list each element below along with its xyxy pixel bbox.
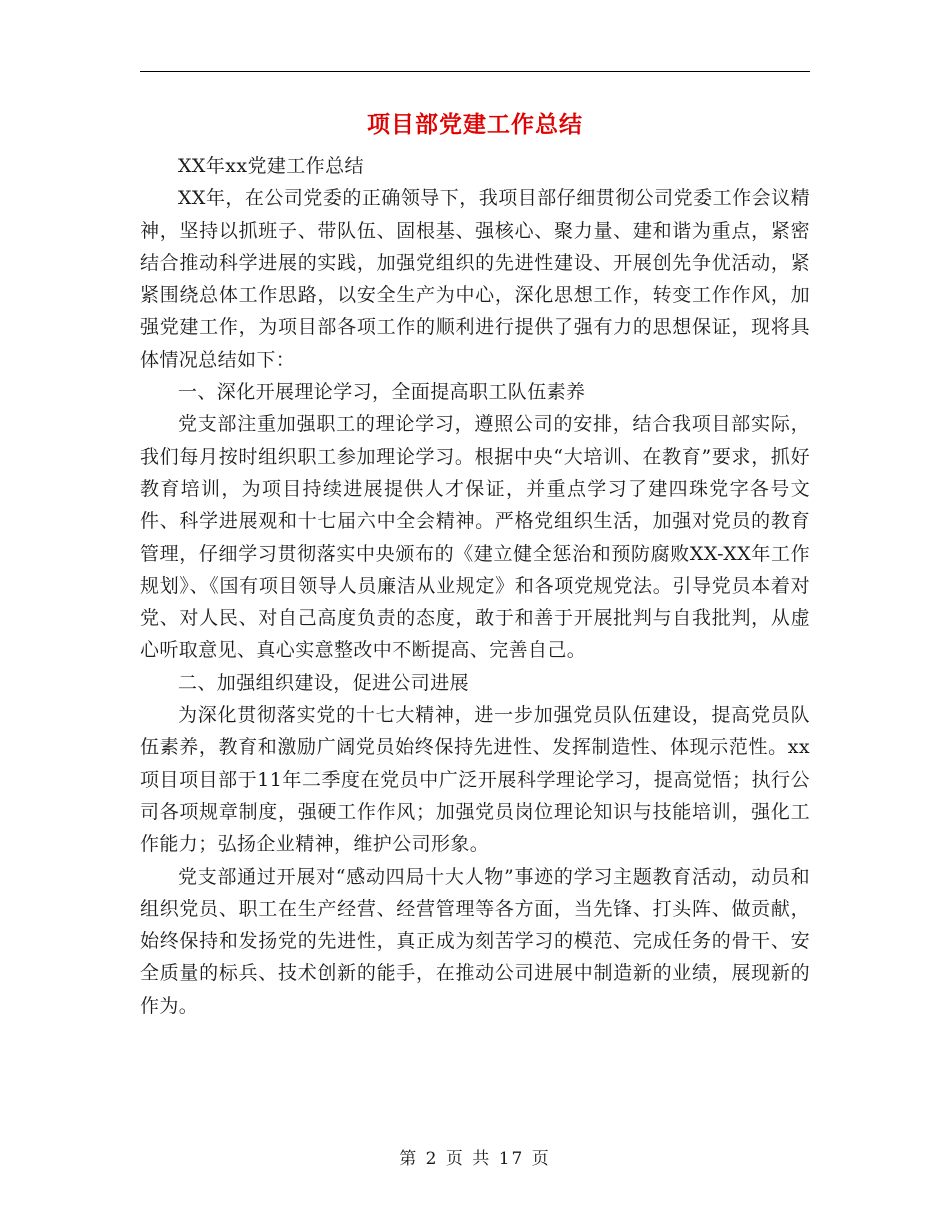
document-body (140, 150, 810, 1022)
section-heading-1: 一、深化开展理论学习，全面提高职工队伍素养 (178, 381, 586, 404)
page-number: 第 2 页 共 17 页 (399, 1149, 551, 1169)
section-heading-2: 二、加强组织建设，促进公司进展 (178, 671, 470, 694)
document-title: 项目部党建工作总结 (367, 112, 583, 138)
paragraph-section-2a: 为深化贯彻落实党的十七大精神，进一步加强党员队伍建设，提高党员队伍素养，教育和激励广阔党员始终保持先进性、发挥制造性、体现示范性。xx项目项目部于11年二季度在党员中广泛开展科学理论学习，提高觉悟；执行公司各项规章制度，强硬工作作风；加强党员岗位理论知识与技能培训，强化工作能力；弘扬企业精神，维护公司形象。 (140, 704, 810, 856)
paragraph-section-1: 党支部注重加强职工的理论学习，遵照公司的安排，结合我项目部实际，我们每月按时组织职工参加理论学习。根据中央“大培训、在教育”要求，抓好教育培训，为项目持续进展提供人才保证，并重点学习了建四珠党字各号文件、科学进展观和十七届六中全会精神。严格党组织生活，加强对党员的教育管理，仔细学习贯彻落实中央颁布的《建立健全惩治和预防腐败XX-XX年工作规划》、《国有项目领导人员廉洁从业规定》和各项党规党法。引导党员本着对党、对人民、对自己高度负责的态度，敢于和善于开展批判与自我批判，从虚心听取意见、真心实意整改中不断提高、完善自己。 (140, 413, 810, 662)
paragraph-section-2b: 党支部通过开展对“感动四局十大人物”事迹的学习主题教育活动，动员和组织党员、职工在生产经营、经营管理等各方面，当先锋、打头阵、做贡献，始终保持和发扬党的先进性，真正成为刻苦学习的模范、完成任务的骨干、安全质量的标兵、技术创新的能手，在推动公司进展中制造新的业绩，展现新的作为。 (140, 865, 810, 1017)
header-rule (140, 71, 810, 72)
paragraph-subtitle: XX年xx党建工作总结 (178, 155, 364, 177)
paragraph-intro: XX年，在公司党委的正确领导下，我项目部仔细贯彻公司党委工作会议精神，坚持以抓班子、带队伍、固根基、强核心、聚力量、建和谐为重点，紧密结合推动科学进展的实践，加强党组织的先进性建设、开展创先争优活动，紧紧围绕总体工作思路，以安全生产为中心，深化思想工作，转变工作作风，加强党建工作，为项目部各项工作的顺利进行提供了强有力的思想保证，现将具体情况总结如下： (140, 187, 810, 371)
